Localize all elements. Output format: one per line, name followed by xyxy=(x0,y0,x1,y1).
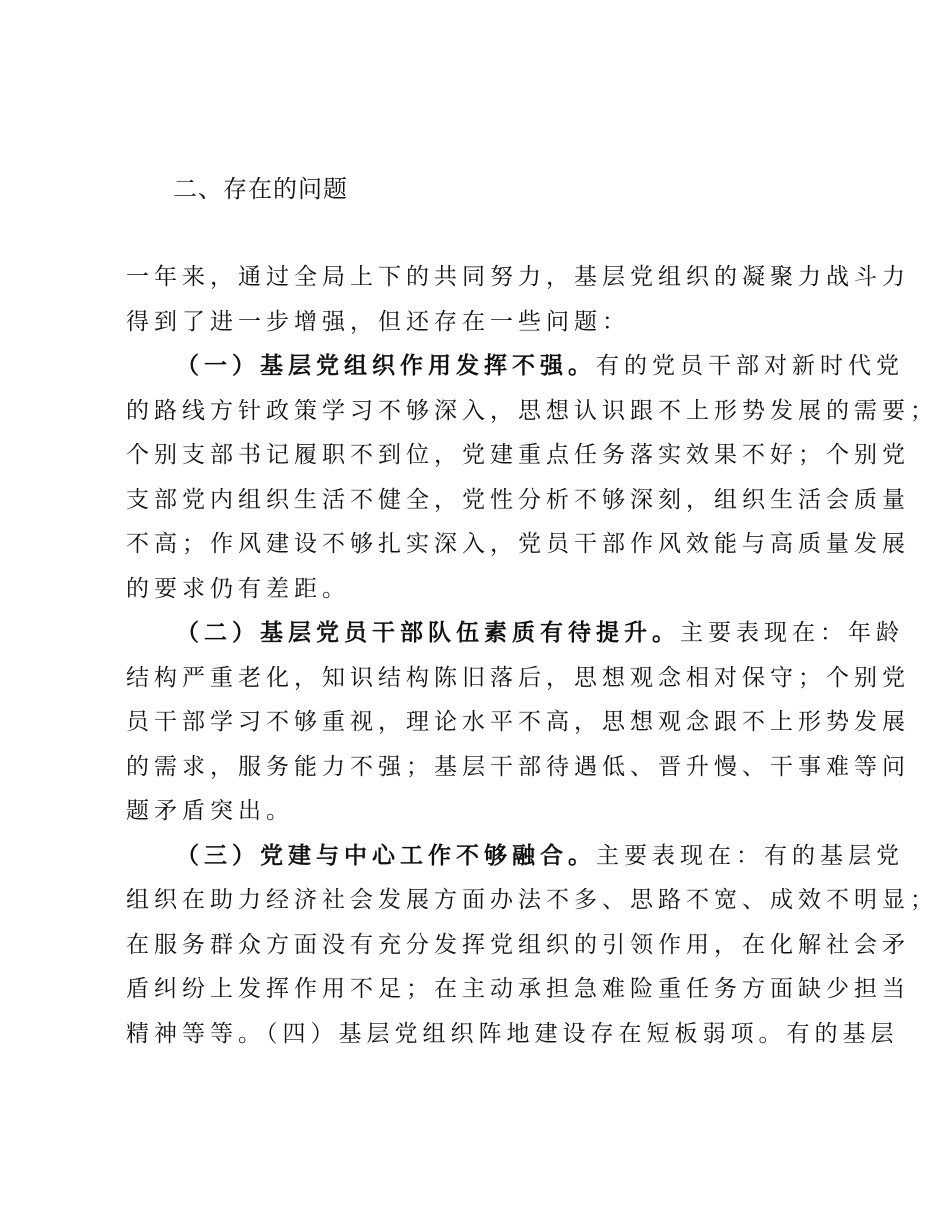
paragraph-line: 在服务群众方面没有充分发挥党组织的引领作用，在化解社会矛 xyxy=(126,932,910,958)
section-2-title: （二）基层党员干部队伍素质有待提升。 xyxy=(176,619,680,646)
section-3-text: 主要表现在：有的基层党 xyxy=(596,843,904,869)
paragraph-line: 的要求仍有差距。 xyxy=(126,576,350,602)
paragraph-line: 组织在助力经济社会发展方面办法不多、思路不宽、成效不明显； xyxy=(126,887,938,913)
section-3-title: （三）党建与中心工作不够融合。 xyxy=(176,842,596,869)
paragraph-line: 不高；作风建设不够扎实深入，党员干部作风效能与高质量发展 xyxy=(126,531,910,557)
intro-line: 一年来，通过全局上下的共同努力，基层党组织的凝聚力战斗力 xyxy=(126,264,910,290)
paragraph-line: 支部党内组织生活不健全，党性分析不够深刻，组织生活会质量 xyxy=(126,487,910,513)
paragraph-line: 员干部学习不够重视，理论水平不高，思想观念跟不上形势发展 xyxy=(126,709,910,735)
section-1-text: 有的党员干部对新时代党 xyxy=(596,353,904,379)
paragraph-line: 题矛盾突出。 xyxy=(126,798,294,824)
paragraph-line: 精神等等。（四）基层党组织阵地建设存在短板弱项。有的基层 xyxy=(126,1021,899,1047)
section-3-first-line xyxy=(176,838,904,874)
paragraph-line: 的需求，服务能力不强；基层干部待遇低、晋升慢、干事难等问 xyxy=(126,754,910,780)
intro-line: 得到了进一步增强，但还存在一些问题： xyxy=(126,309,630,335)
paragraph-line: 的路线方针政策学习不够深入，思想认识跟不上形势发展的需要； xyxy=(126,398,938,424)
paragraph-line: 结构严重老化，知识结构陈旧落后，思想观念相对保守；个别党 xyxy=(126,665,910,691)
section-1-title: （一）基层党组织作用发挥不强。 xyxy=(176,352,596,379)
paragraph-line: 个别支部书记履职不到位，党建重点任务落实效果不好；个别党 xyxy=(126,442,910,468)
section-2-first-line xyxy=(176,615,904,651)
section-1-first-line xyxy=(176,348,904,384)
section-heading: 二、存在的问题 xyxy=(173,175,348,203)
paragraph-line: 盾纠纷上发挥作用不足；在主动承担急难险重任务方面缺少担当 xyxy=(126,976,910,1002)
section-2-text: 主要表现在：年龄 xyxy=(680,620,904,646)
